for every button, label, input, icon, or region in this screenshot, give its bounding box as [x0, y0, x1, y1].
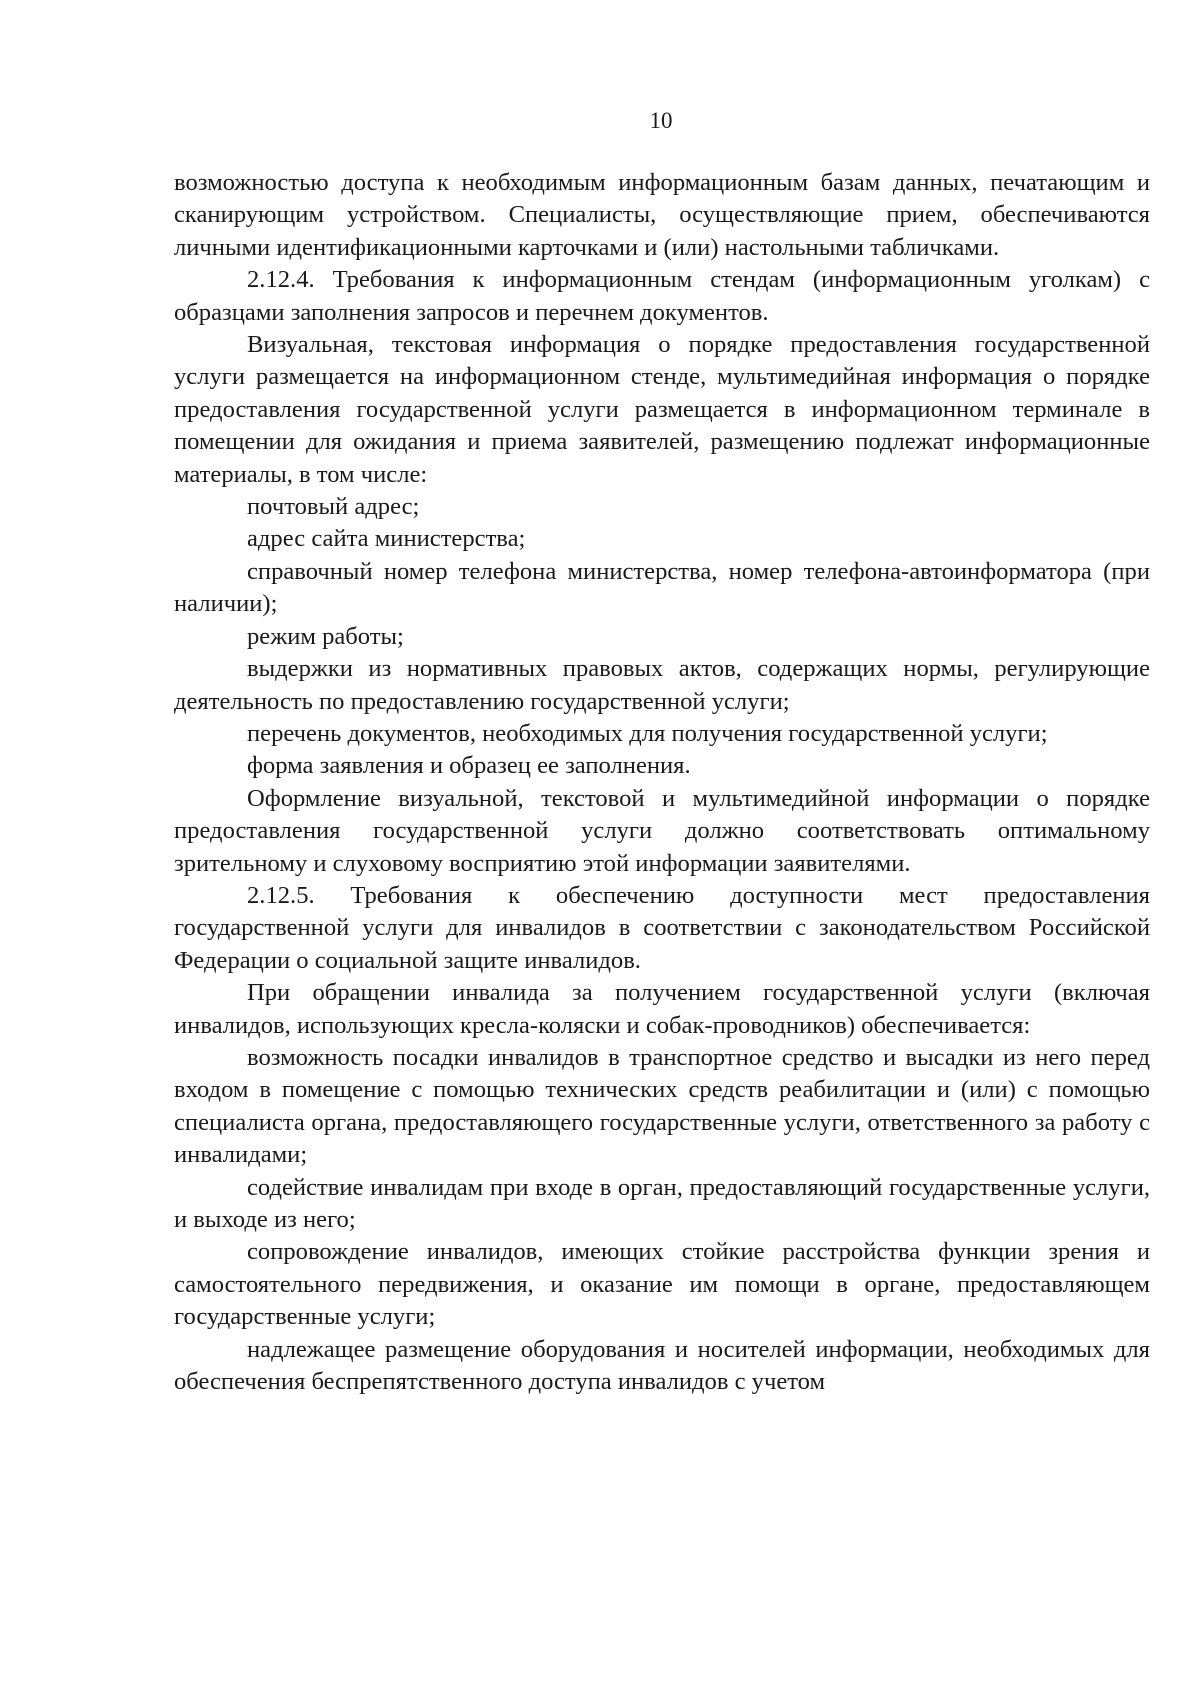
list-item-equipment: надлежащее размещение оборудования и носителей информации, необходимых для обеспечения беспрепятственного доступа инвалидов с учетом [174, 1335, 1150, 1396]
paragraph-section-2-12-5: 2.12.5. Требования к обеспечению доступности мест предоставления государственной услуги для инвалидов в соответствии с законодательством Российской Федерации о социальной защите инвалидов. [174, 881, 1150, 974]
document-body [174, 167, 1150, 1398]
list-item-legal-extracts: выдержки из нормативных правовых актов, содержащих нормы, регулирующие деятельность по предоставлению государственной услуги; [174, 655, 1150, 715]
paragraph-design: Оформление визуальной, текстовой и мультимедийной информации о порядке предоставления государственной услуги должно соответствовать оптимальному зрительному и слуховому восприятию этой информации заявителями. [174, 784, 1150, 877]
list-item-documents: перечень документов, необходимых для получения государственной услуги; [247, 719, 1048, 747]
list-item-phone: справочный номер телефона министерства, номер телефона-автоинформатора (при наличии); [174, 557, 1150, 618]
list-item-site-address: адрес сайта министерства; [247, 525, 526, 553]
paragraph-visual-info: Визуальная, текстовая информация о порядке предоставления государственной услуги размещается на информационном стенде, мультимедийная информация о порядке предоставления государственной услуги размещается в информационном терминале в помещении для ожидания и приема заявителей, размещению подлежат информационные материалы, в том числе: [174, 331, 1150, 488]
paragraph-disabled-access: При обращении инвалида за получением государственной услуги (включая инвалидов, использующих кресла-коляски и собак-проводников) обеспечивается: [174, 979, 1150, 1039]
page-number: 10 [649, 108, 673, 133]
list-item-work-hours: режим работы; [247, 622, 404, 650]
list-item-escort: сопровождение инвалидов, имеющих стойкие расстройства функции зрения и самостоятельного передвижения, и оказание им помощи в органе, предоставляющем государственные услуги; [174, 1238, 1150, 1331]
paragraph-continuation: возможностью доступа к необходимым информационным базам данных, печатающим и сканирующим устройством. Специалисты, осуществляющие прием, обеспечиваются личными идентификационными карточками и (или) настольными табличками. [174, 169, 1150, 261]
list-item-form: форма заявления и образец ее заполнения. [247, 752, 691, 780]
list-item-entry-assist: содействие инвалидам при входе в орган, предоставляющий государственные услуги, и выходе из него; [174, 1173, 1150, 1233]
paragraph-section-2-12-4: 2.12.4. Требования к информационным стендам (информационным уголкам) с образцами заполнения запросов и перечнем документов. [174, 266, 1150, 326]
list-item-transport: возможность посадки инвалидов в транспортное средство и высадки из него перед входом в помещение с помощью технических средств реабилитации и (или) с помощью специалиста органа, предоставляющего государственные услуги, ответственного за работу с инвалидами; [174, 1043, 1150, 1169]
list-item-postal-address: почтовый адрес; [247, 493, 420, 521]
